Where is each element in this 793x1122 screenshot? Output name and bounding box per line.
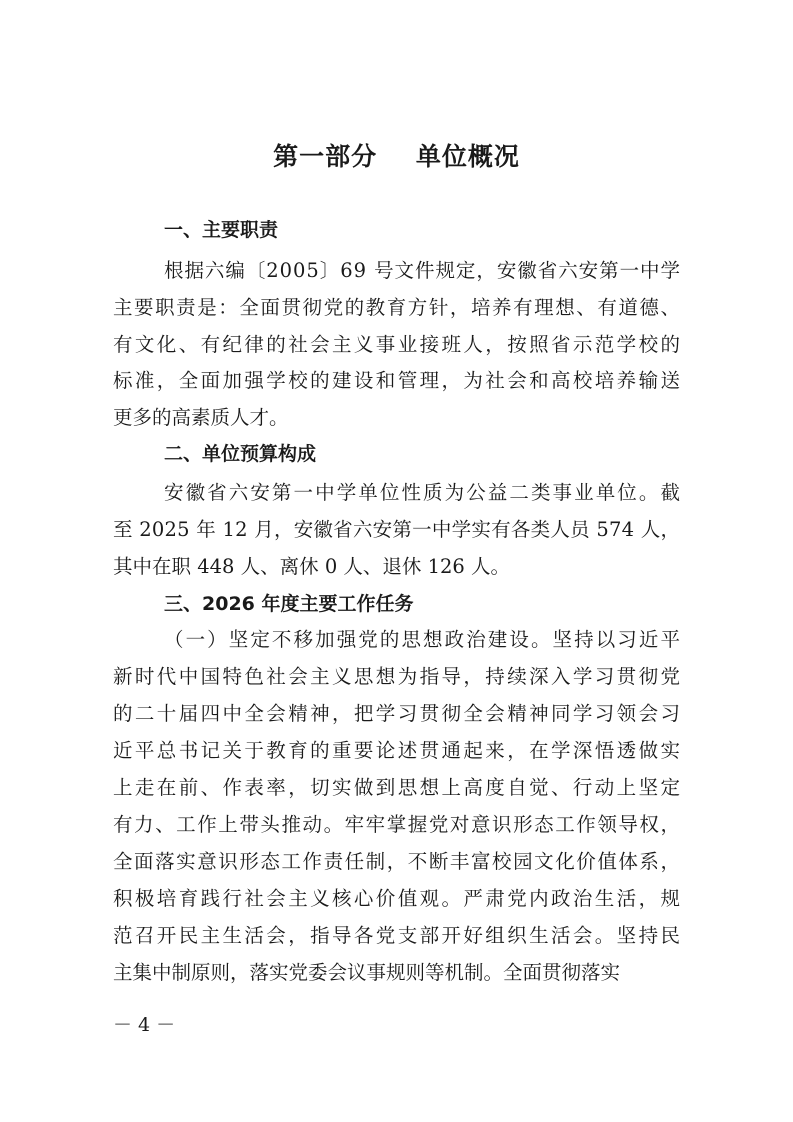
line-text: 主集中制原则，落实党委会议事规则等机制。全面贯彻落实 <box>113 961 621 984</box>
line-text: 范召开民主生活会，指导各党支部开好组织生活会。坚持民 <box>113 924 683 947</box>
line-text: 积极培育践行社会主义核心价值观。严肃党内政治生活，规 <box>113 887 683 910</box>
line-text: 的二十届四中全会精神，把学习贯彻全会精神同学习领会习 <box>113 702 683 725</box>
section-heading-tasks: 三、2026 年度主要工作任务 <box>164 593 414 615</box>
page-number: － 4 － <box>113 1014 176 1036</box>
line-text: 主要职责是：全面贯彻党的教育方针，培养有理想、有道德、 <box>113 296 682 319</box>
line-text: 近平总书记关于教育的重要论述贯通起来，在学深悟透做实 <box>113 739 683 762</box>
line-text: 有文化、有纪律的社会主义事业接班人，按照省示范学校的 <box>113 333 683 356</box>
line-text: 安徽省六安第一中学单位性质为公益二类事业单位。截 <box>164 481 683 504</box>
line-text: 新时代中国特色社会主义思想为指导，持续深入学习贯彻党 <box>113 665 683 688</box>
line-text: 标准，全面加强学校的建设和管理，为社会和高校培养输送 <box>113 369 683 392</box>
line-text: 至 2025 年 12 月，安徽省六安第一中学实有各类人员 574 人， <box>113 518 681 541</box>
line-text: 更多的高素质人才。 <box>113 406 289 429</box>
line-text: 有力、工作上带头推动。牢牢掌握党对意识形态工作领导权， <box>113 813 682 836</box>
line-text: 根据六编〔2005〕69 号文件规定，安徽省六安第一中学 <box>164 259 681 282</box>
line-text: 全面落实意识形态工作责任制，不断丰富校园文化价值体系， <box>113 850 682 873</box>
section-heading-budget: 二、单位预算构成 <box>164 443 317 465</box>
line-text: 其中在职 448 人、离休 0 人、退休 126 人。 <box>113 555 511 578</box>
section-heading-duties: 一、主要职责 <box>164 219 279 241</box>
line-text: （一）坚定不移加强党的思想政治建设。坚持以习近平 <box>164 628 683 651</box>
page-title: 第一部分 单位概况 <box>273 142 520 171</box>
line-text: 上走在前、作表率，切实做到思想上高度自觉、行动上坚定 <box>113 776 683 799</box>
